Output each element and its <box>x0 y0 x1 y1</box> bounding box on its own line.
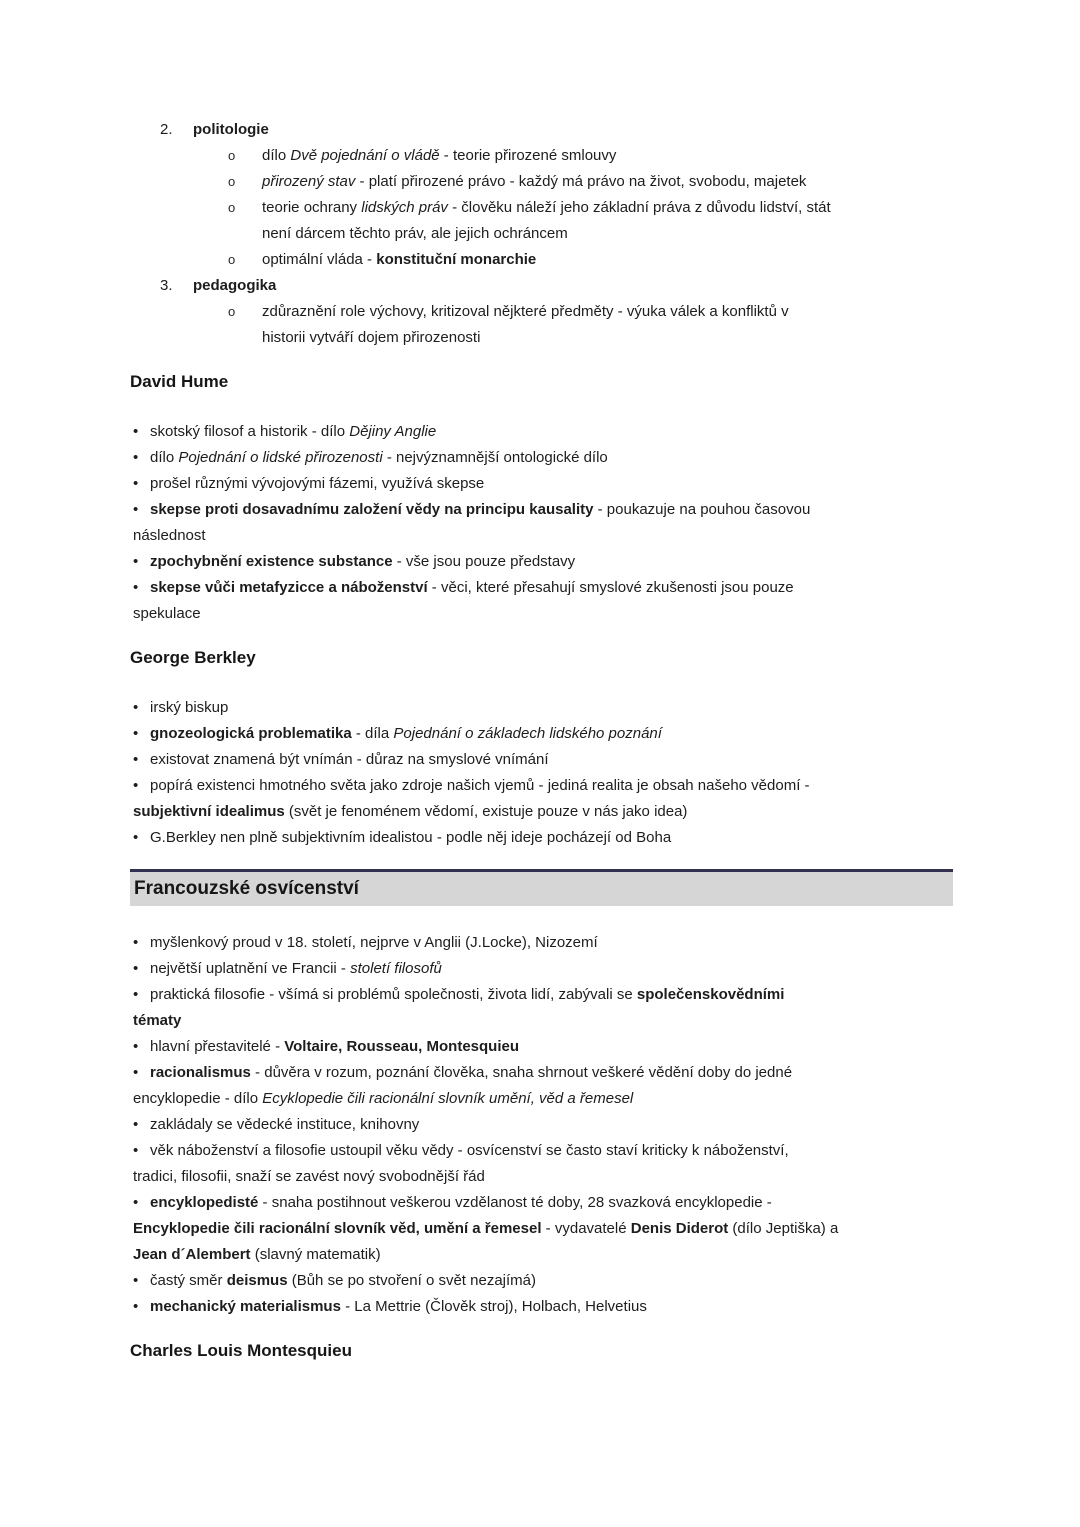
text-run: - poukazuje na pouhou časovou <box>593 501 811 518</box>
bullet-item <box>133 982 953 1034</box>
bullet-item <box>130 195 953 247</box>
sub-bullet-list <box>130 299 953 351</box>
section-banner-heading: Francouzské osvícenství <box>130 869 953 906</box>
bullet-item <box>133 773 953 825</box>
text-run: encyklopedisté <box>150 1194 259 1211</box>
bullet-item <box>133 747 953 773</box>
text-run: - vše jsou pouze představy <box>392 553 576 570</box>
text-line <box>228 247 953 273</box>
text-line <box>133 1268 953 1294</box>
text-line <box>133 445 953 471</box>
text-run: není dárcem těchto práv, ale jejich ochráncem <box>262 225 568 242</box>
numbered-item-heading <box>130 273 953 299</box>
text-run: irský biskup <box>150 699 229 716</box>
text-line <box>133 773 953 799</box>
text-run: Dvě pojednání o vládě <box>290 147 440 164</box>
bullet-item <box>133 445 953 471</box>
bullet-dot-icon: • <box>133 751 139 768</box>
text-line <box>133 825 953 851</box>
text-run: zpochybnění existence substance <box>150 553 393 570</box>
text-run: dílo <box>262 147 291 164</box>
text-run: racionalismus <box>150 1064 251 1081</box>
sub-bullet-list <box>130 143 953 273</box>
text-run: subjektivní idealimus <box>133 803 285 820</box>
bullet-dot-icon: • <box>133 934 139 951</box>
bullet-item <box>133 825 953 851</box>
bullet-item <box>130 143 953 169</box>
bullet-item <box>133 956 953 982</box>
bullet-dot-icon: • <box>133 1064 139 1081</box>
text-line <box>133 523 953 549</box>
text-run: - věci, které přesahují smyslové zkušenosti jsou pouze <box>427 579 794 596</box>
text-run: teorie ochrany <box>262 199 362 216</box>
text-run: historii vytváří dojem přirozenosti <box>262 329 481 346</box>
item-label: pedagogika <box>193 277 277 294</box>
text-line <box>228 299 953 325</box>
text-run: spekulace <box>133 605 201 622</box>
text-line <box>133 1112 953 1138</box>
text-run: skotský filosof a historik - dílo <box>150 423 350 440</box>
bullet-circle-icon: o <box>228 252 236 267</box>
text-run: zdůraznění role výchovy, kritizoval nějkteré předměty - výuka válek a konfliktů v <box>262 303 789 320</box>
text-line <box>133 419 953 445</box>
text-line <box>133 1242 953 1268</box>
text-line <box>133 471 953 497</box>
text-run: Voltaire, Rousseau, Montesquieu <box>284 1038 519 1055</box>
text-line <box>133 601 953 627</box>
text-run: věk náboženství a filosofie ustoupil věku vědy - osvícenství se často staví kriticky k náboženství, <box>150 1142 789 1159</box>
text-run: - díla <box>351 725 394 742</box>
item-number: 3. <box>160 277 173 294</box>
item-label: politologie <box>193 121 269 138</box>
text-line <box>133 1216 953 1242</box>
text-run: následnost <box>133 527 206 544</box>
bullet-item <box>133 1138 953 1190</box>
section-charles-louis-montesquieu <box>130 1338 953 1364</box>
text-line <box>133 1086 953 1112</box>
item-number: 2. <box>160 121 173 138</box>
text-run: Pojednání o lidské přirozenosti <box>178 449 383 466</box>
section-david-hume <box>130 369 953 627</box>
bullet-item <box>133 930 953 956</box>
bullet-item <box>133 575 953 627</box>
text-run: Ecyklopedie čili racionální slovník umění, věd a řemesel <box>262 1090 634 1107</box>
text-run: konstituční monarchie <box>376 251 537 268</box>
bullet-item <box>133 1034 953 1060</box>
bullet-item <box>130 299 953 351</box>
bullet-item <box>133 1294 953 1320</box>
section-heading: David Hume <box>130 372 229 391</box>
text-run: - důvěra v rozum, poznání člověka, snaha shrnout veškeré vědění doby do jedné <box>250 1064 793 1081</box>
text-run: Dějiny Anglie <box>349 423 437 440</box>
bullet-dot-icon: • <box>133 1194 139 1211</box>
text-line <box>133 747 953 773</box>
text-run: hlavní přestavitelé - <box>150 1038 285 1055</box>
text-run: - nejvýznamnější ontologické dílo <box>382 449 608 466</box>
text-run: myšlenkový proud v 18. století, nejprve v Anglii (J.Locke), Nizozemí <box>150 934 598 951</box>
text-run: - teorie přirozené smlouvy <box>439 147 617 164</box>
section-francouzske-osvicenstvi <box>130 869 953 1320</box>
text-run: skepse proti dosavadnímu založení vědy na principu kausality <box>150 501 594 518</box>
text-run: optimální vláda - <box>262 251 377 268</box>
bullet-circle-icon: o <box>228 148 236 163</box>
text-line <box>133 1060 953 1086</box>
text-run: (Bůh se po stvoření o svět nezajímá) <box>287 1272 536 1289</box>
numbered-item-politologie <box>130 117 953 273</box>
text-line <box>133 721 953 747</box>
text-run: - snaha postihnout veškerou vzdělanost té doby, 28 svazková encyklopedie - <box>258 1194 772 1211</box>
bullet-dot-icon: • <box>133 501 139 518</box>
bullet-item <box>133 1268 953 1294</box>
text-line <box>133 497 953 523</box>
bullet-circle-icon: o <box>228 174 236 189</box>
text-run: přirozený stav <box>262 173 356 190</box>
bullet-item <box>133 419 953 445</box>
text-line <box>133 1164 953 1190</box>
text-line <box>133 1008 953 1034</box>
numbered-item-heading <box>130 117 953 143</box>
text-run: - vydavatelé <box>541 1220 631 1237</box>
text-run: popírá existenci hmotného světa jako zdroje našich vjemů - jediná realita je obsah našeho vědomí - <box>150 777 810 794</box>
text-line <box>228 143 953 169</box>
bullet-dot-icon: • <box>133 423 139 440</box>
bullet-item <box>133 549 953 575</box>
text-run: (slavný matematik) <box>250 1246 381 1263</box>
text-line <box>133 982 953 1008</box>
section-george-berkley <box>130 645 953 851</box>
text-run: dílo <box>150 449 179 466</box>
text-run: (dílo Jeptiška) a <box>728 1220 839 1237</box>
bullet-dot-icon: • <box>133 829 139 846</box>
bullet-dot-icon: • <box>133 449 139 466</box>
text-run: skepse vůči metafyzicce a náboženství <box>150 579 428 596</box>
text-run: praktická filosofie - všímá si problémů společnosti, života lidí, zabývali se <box>150 986 637 1003</box>
numbered-item-pedagogika <box>130 273 953 351</box>
section-heading: Charles Louis Montesquieu <box>130 1341 352 1360</box>
bullet-item <box>130 169 953 195</box>
bullet-item <box>133 1060 953 1112</box>
bullet-item <box>133 471 953 497</box>
bullet-item <box>133 1112 953 1138</box>
bullet-dot-icon: • <box>133 1298 139 1315</box>
text-run: největší uplatnění ve Francii - <box>150 960 351 977</box>
text-run: tradici, filosofii, snaží se zavést nový svobodnější řád <box>133 1168 485 1185</box>
text-run: Denis Diderot <box>630 1220 729 1237</box>
text-run: gnozeologická problematika <box>150 725 352 742</box>
text-run: společenskovědními <box>636 986 785 1003</box>
text-run: lidských práv <box>361 199 448 216</box>
section-heading: George Berkley <box>130 648 256 667</box>
bullet-item <box>133 497 953 549</box>
text-run: encyklopedie - dílo <box>133 1090 263 1107</box>
bullet-dot-icon: • <box>133 1116 139 1133</box>
bullet-dot-icon: • <box>133 1272 139 1289</box>
text-run: - člověku náleží jeho základní práva z důvodu lidství, stát <box>447 199 831 216</box>
bullet-dot-icon: • <box>133 699 139 716</box>
text-line <box>133 695 953 721</box>
bullet-dot-icon: • <box>133 960 139 977</box>
text-run: zakládaly se vědecké instituce, knihovny <box>150 1116 420 1133</box>
bullet-dot-icon: • <box>133 1038 139 1055</box>
text-run: prošel různými vývojovými fázemi, využívá skepse <box>150 475 485 492</box>
text-line <box>133 1138 953 1164</box>
bullet-dot-icon: • <box>133 725 139 742</box>
text-line <box>262 221 953 247</box>
text-run: - La Mettrie (Člověk stroj), Holbach, Helvetius <box>340 1298 647 1315</box>
text-run: (svět je fenoménem vědomí, existuje pouze v nás jako idea) <box>284 803 688 820</box>
text-run: tématy <box>133 1012 182 1029</box>
bullet-dot-icon: • <box>133 579 139 596</box>
text-line <box>133 549 953 575</box>
bullet-circle-icon: o <box>228 304 236 319</box>
text-run: století filosofů <box>350 960 442 977</box>
text-run: G.Berkley nen plně subjektivním idealistou - podle něj ideje pocházejí od Boha <box>150 829 672 846</box>
text-line <box>133 575 953 601</box>
text-run: mechanický materialismus <box>150 1298 341 1315</box>
text-run: častý směr <box>150 1272 227 1289</box>
bullet-dot-icon: • <box>133 553 139 570</box>
text-run: existovat znamená být vnímán - důraz na smyslové vnímání <box>150 751 549 768</box>
text-line <box>133 1034 953 1060</box>
bullet-item <box>133 721 953 747</box>
text-line <box>133 956 953 982</box>
text-line <box>262 325 953 351</box>
bullet-dot-icon: • <box>133 475 139 492</box>
text-line <box>133 1190 953 1216</box>
text-line <box>133 930 953 956</box>
bullet-list <box>130 419 953 627</box>
text-line <box>133 799 953 825</box>
bullet-item <box>133 1190 953 1268</box>
bullet-list <box>130 930 953 1320</box>
text-line <box>133 1294 953 1320</box>
bullet-list <box>130 695 953 851</box>
bullet-dot-icon: • <box>133 986 139 1003</box>
text-run: Jean d´Alembert <box>133 1246 251 1263</box>
text-run: deismus <box>226 1272 288 1289</box>
text-line <box>228 195 953 221</box>
bullet-item <box>133 695 953 721</box>
bullet-dot-icon: • <box>133 777 139 794</box>
bullet-dot-icon: • <box>133 1142 139 1159</box>
bullet-item <box>130 247 953 273</box>
text-run: - platí přirozené právo - každý má právo na život, svobodu, majetek <box>355 173 807 190</box>
bullet-circle-icon: o <box>228 200 236 215</box>
text-run: Pojednání o základech lidského poznání <box>393 725 662 742</box>
text-run: Encyklopedie čili racionální slovník věd, umění a řemesel <box>133 1220 542 1237</box>
text-line <box>228 169 953 195</box>
